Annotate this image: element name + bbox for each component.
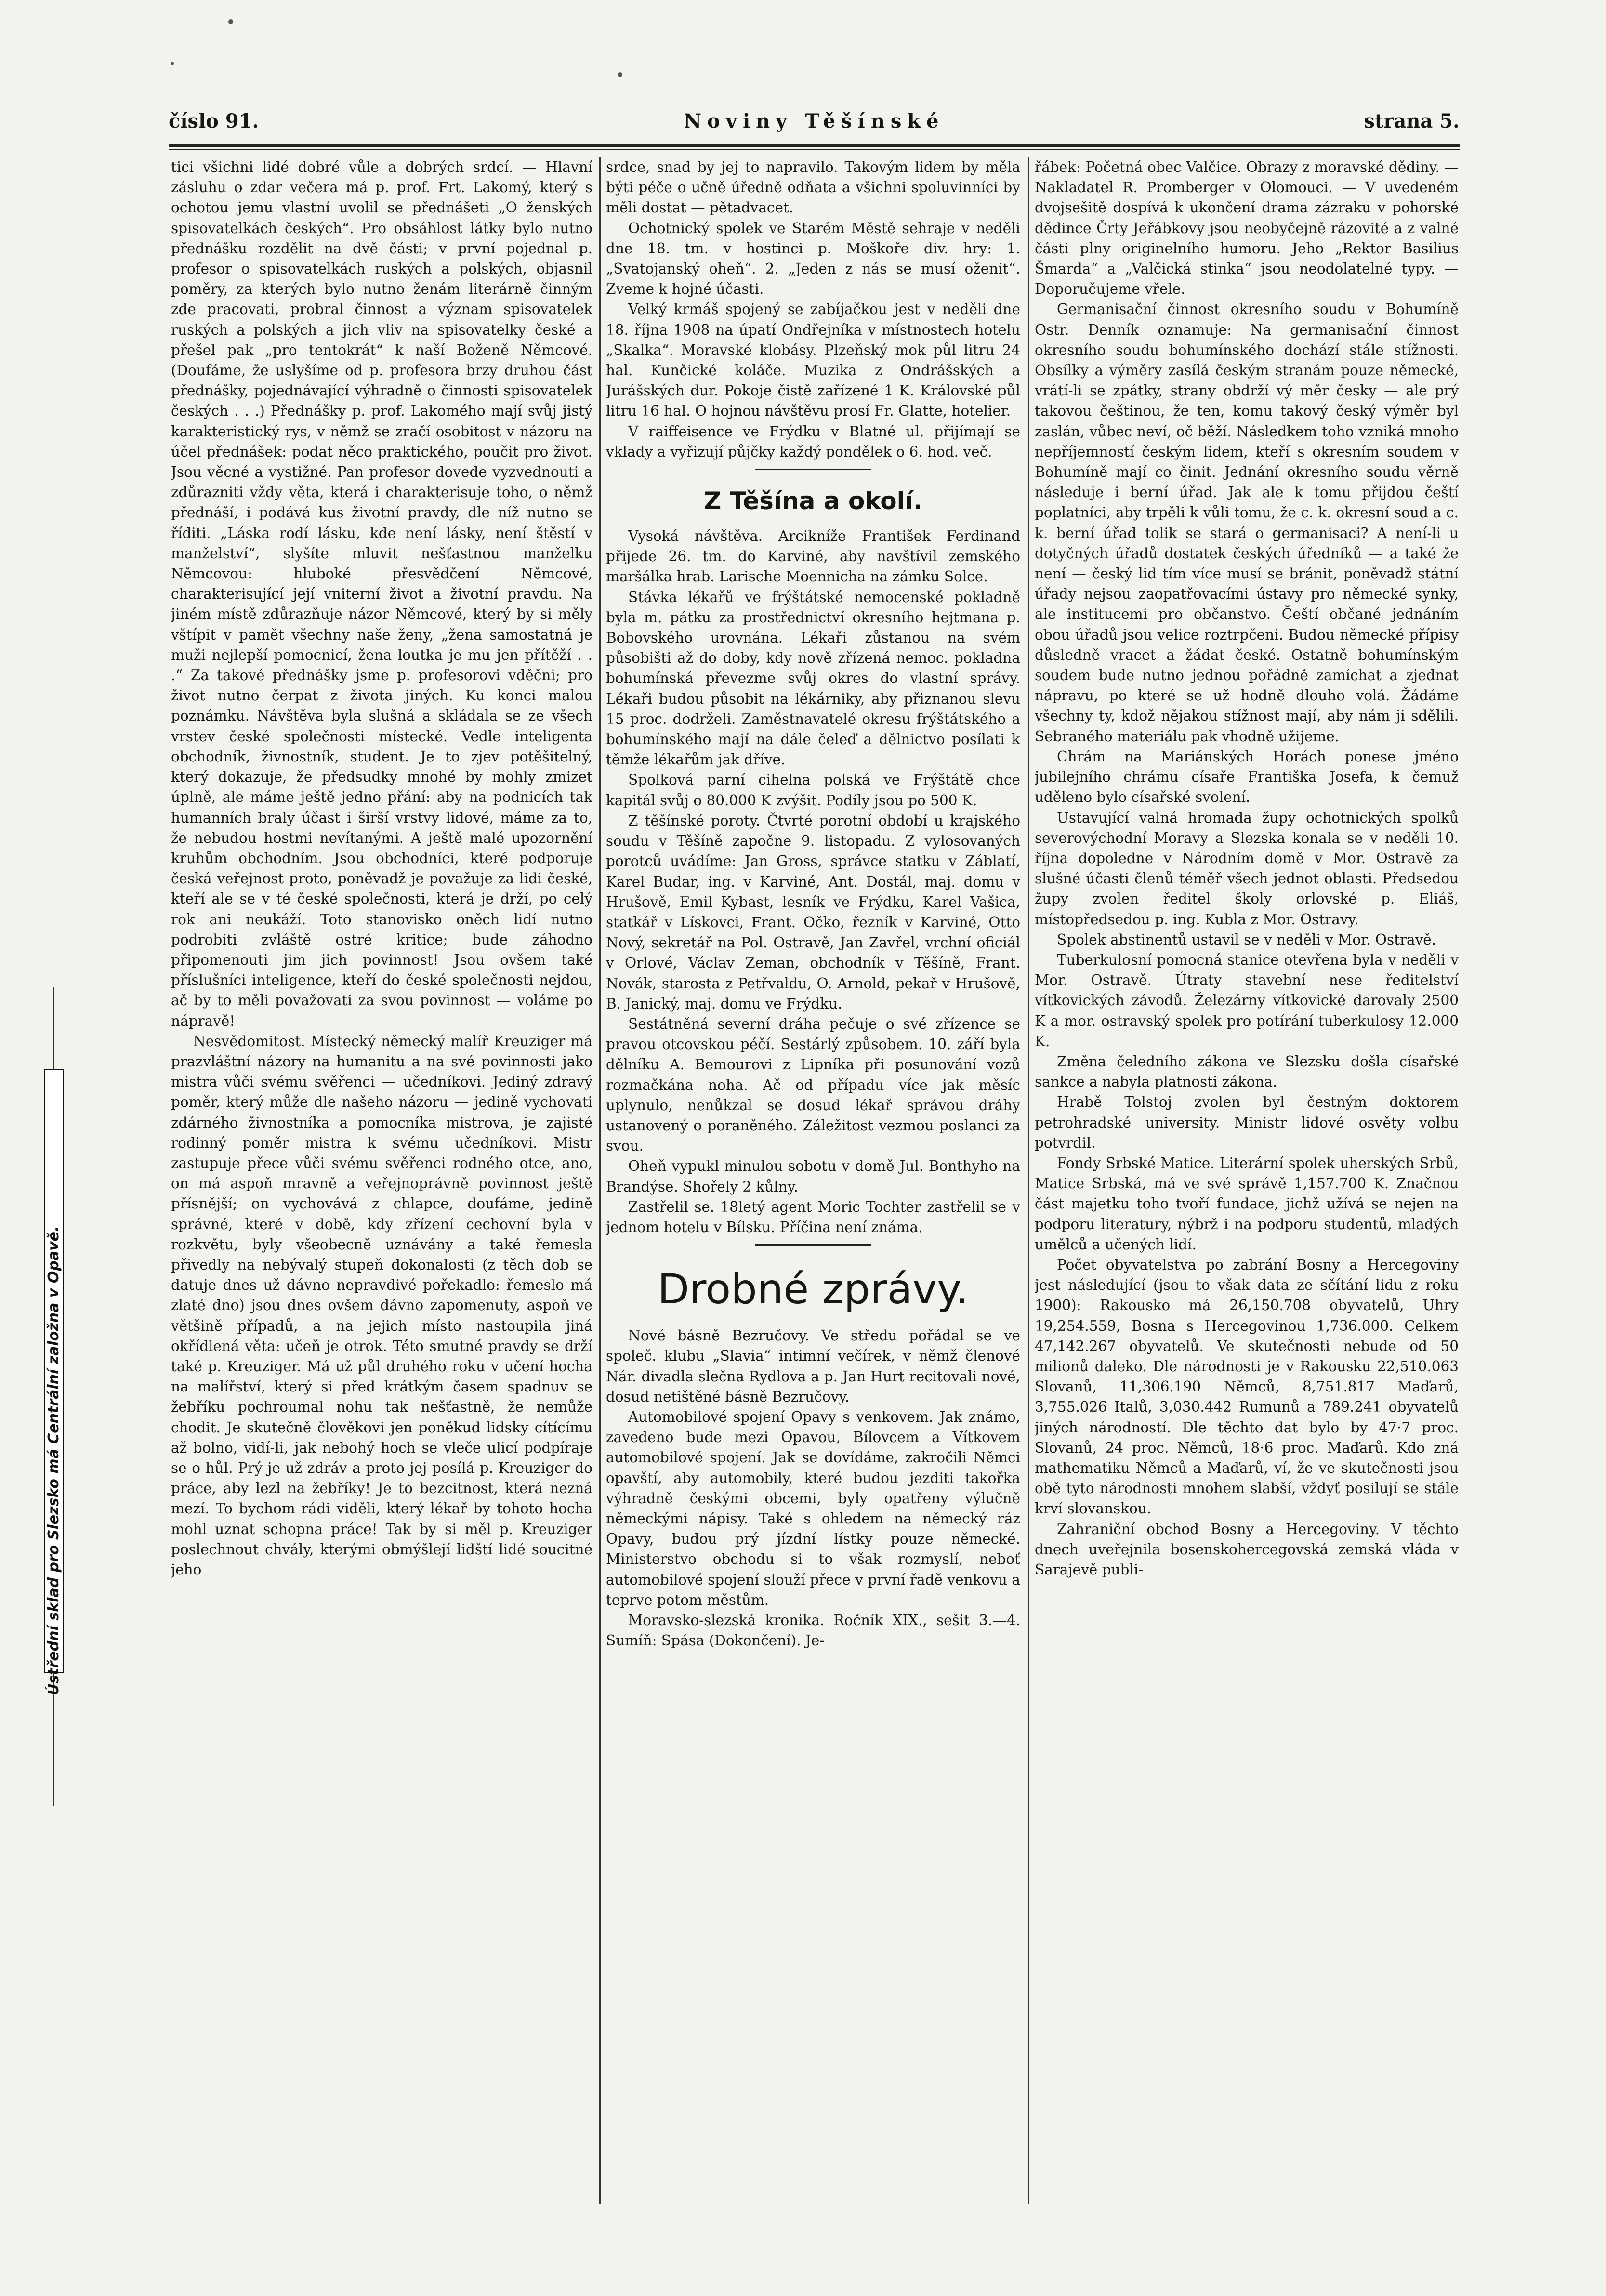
article-text: Z těšínské poroty. Čtvrté porotní období u krajského soudu v Těšíně započne 9. listopadu. Z vylosovaných porotců uvádíme: Jan Gross, správce statku v Záblatí, Karel Budar, ing. v Karviné, Ant. Dostál, maj. domu v Hrušově, Emil Kybast, lesník ve Frýdku, Karel Vašica, statkář v Lískovci, Frant. Očko, řezník v Karviné, Otto Nový, sekretář na Pol. Ostravě, Jan Zavřel, vrchní oficiál v Orlové, Václav Zeman, obchodník v Těšíně, Frant. Novák, starosta z Petřvaldu, O. Arnold, pekař v Hrušově, B. Janický, maj. domu ve Frýdku.: [606, 812, 1020, 1012]
article-text: Nesvědomitost. Místecký německý malíř Kreuziger má prazvláštní názory na humanitu a na své povinnosti jako mistra vůči svému svěřenci — učedníkovi. Jediný zdravý poměr, který může dle našeho názoru — jedině vychovati zdárného živnostníka a pomocníka mistrova, je zajisté rodinný poměr mistra k svému učedníkovi. Mistr zastupuje přece vůči svému svěřenci rodného otce, ano, on má aspoň mravně a veřejnoprávně povinnost ještě přísnější; on vychovává z chlapce, doufáme, jedině správné, které v době, kdy zřízení cechovní byla v rozkvětu, byly všeobecně uznávány a také řemesla přivedly na nebývalý stupeň dokonalosti (z těch dob se datuje dnes už dávno nepravdivé pořekadlo: řemeslo má zlaté dno) jsou dnes ovšem dávno zapomenuty, aspoň ve většině případů, a na jejich místo nastoupila jiná okřídlená věta: učeň je otrok. Této smutné pravdy se drží také p. Kreuziger. Má už půl druhého roku v učení hocha na malířství, který si před krátkým časem spadnuv se žebříku pochroumal nohu tak nešťastně, že nemůže chodit. Je skutečně člověkovi jen poněkud lidsky cítícímu až bolno, vidí-li, jak nebohý hoch se vleče ulicí podpíraje se o hůl. Prý je už zdráv a proto jej posílá p. Kreuziger do práce, aby lezl na žebříky! Je to bezcitnost, která nezná mezí. To bychom rádi viděli, který lékař by tohoto hocha mohl uznat schopna práce! Tak by si měl p. Kreuziger poslechnout chvály, kterými obmýšlejí lidští lidé soucitné jeho: [171, 1033, 592, 1578]
article-text: Vysoká návštěva. Arcikníže František Ferdinand přijede 26. tm. do Karviné, aby navštívil zemského maršálka hrab. Larische Moennicha na zámku Solce.: [606, 528, 1020, 585]
section-rule: [755, 469, 871, 470]
speck: [171, 62, 174, 65]
article-text: Velký krmáš spojený se zabíjačkou jest v neděli dne 18. října 1908 na úpatí Ondřejníka v místnostech hotelu „Skalka“. Moravské klobásy. Plzeňský mok půl litru 24 hal. Kunčické koláče. Muzika z Ondrášských a Jurášských dur. Pokoje čistě zařízené 1 K. Královské půl litru 16 hal. O hojnou návštěvu prosí Fr. Glatte, hotelier.: [606, 301, 1020, 420]
article-text: Moravsko-slezská kronika. Ročník XIX., sešit 3.—4. Sumíň: Spása (Dokončení). Je-: [606, 1612, 1020, 1649]
article-text: Změna čeledního zákona ve Slezsku došla císařské sankce a nabyla platnosti zákona.: [1035, 1053, 1459, 1090]
article-text: Počet obyvatelstva po zabrání Bosny a Hercegoviny jest následující (jsou to však data ze sčítání lidu z roku 1900): Rakousko má 26,150.708 obyvatelů, Uhry 19,254.559, Bosna s Hercegovinou 1,736.000. Celkem 47,142.267 obyvatelů. Ve skutečnosti nebude od 50 milionů daleko. Dle národnosti je v Rakousku 22,510.063 Slovanů, 11,306.190 Němců, 8,751.817 Maďarů, 3,755.026 Italů, 3,030.442 Rumunů a 789.241 obyvatelů jiných národností. Dle těchto dat bylo by 47·7 proc. Slovanů, 24 proc. Němců, 18·6 proc. Maďarů. Kdo zná mathematiku Němců a Maďarů, ví, že ve skutečnosti jsou obě tyto národnosti mnohem slabší, vždyť posilují se stále krví slovanskou.: [1035, 1256, 1459, 1517]
section-rule: [755, 1244, 871, 1246]
issue-number: číslo 91.: [169, 110, 259, 132]
section-heading-large: Drobné zprávy.: [657, 1265, 969, 1314]
article-text: Sestátněná severní dráha pečuje o své zřízence se pravou otcovskou péčí. Sestárlý způsobem. 10. září byla dělníku A. Bemourovi z Lipníka při posunování vozů rozmačkána noha. Ač od případu více jak měsíc uplynulo, nenůkzal se dosud lékař správou dráhy ustanovený o poraněného. Záležitost vezmou poslanci za svou.: [606, 1015, 1020, 1155]
article-text: Tuberkulosní pomocná stanice otevřena byla v neděli v Mor. Ostravě. Útraty stavební nese ředitelství vítkovických závodů. Železárny vítkovické darovaly 2500 K a mor. ostravský spolek pro potírání tuberkulosy 12.000 K.: [1035, 951, 1459, 1050]
article-text: Zahraniční obchod Bosny a Hercegoviny. V těchto dnech uveřejnila bosenskohercegovská zemská vláda v Sarajevě publi-: [1035, 1521, 1459, 1578]
speck: [618, 72, 622, 77]
article-text: Spolek abstinentů ustavil se v neděli v Mor. Ostravě.: [1057, 931, 1436, 948]
article-text: Ochotnický spolek ve Starém Městě sehraje v neděli dne 18. tm. v hostinci p. Moškoře div. hry: 1. „Svatojanský oheň“. 2. „Jeden z nás se musí oženit“. Zveme k hojné účasti.: [606, 220, 1020, 298]
speck: [228, 19, 233, 24]
article-text: V raiffeisence ve Frýdku v Blatné ul. přijímají se vklady a vyřizují půjčky každý pondělek o 6. hod. več.: [606, 423, 1020, 460]
newspaper-title: Noviny Těšínské: [684, 110, 945, 132]
article-text: Hrabě Tolstoj zvolen byl čestným doktorem petrohradské university. Ministr lidové osvěty volbu potvrdil.: [1035, 1094, 1459, 1151]
article-text: Fondy Srbské Matice. Literární spolek uherských Srbů, Matice Srbská, má ve své správě 1,157.700 K. Značnou část majetku toho tvoří fundace, jichž užívá se nejen na podporu literatury, nýbrž i na podporu studentů, mladých umělců a učených lidí.: [1035, 1155, 1459, 1253]
article-text: Germanisační činnost okresního soudu v Bohumíně Ostr. Denník oznamuje: Na germanisační činnost okresního soudu bohumínského dochází stále stížnosti. Obsílky a výměry zasílá českým stranám pouze německé, vrátí-li se zpátky, strany obdrží vý měr česky — ale prý takovou češtinou, že ten, komu takový český výměr byl zaslán, vůbec neví, oč běží. Následkem toho vzniká mnoho nepříjemností českým lidem, kteří s okresním soudem v Bohumíně mají co činit. Jednání okresního soudu věrně následuje i berní úřad. Jak ale k tomu přijdou čeští poplatníci, aby trpěli k vůli tomu, že c. k. okresní soud a c. k. berní úřad tolik se stará o germanisaci? A není-li u dotyčných úřadů dostatek českých úředníků — a také že není — český lid tím více musí se bránit, poněvadž státní úřady nejsou zaopatřovacími ústavy pro německé synky, ale institucemi pro občanstvo. Čeští občané jednáním obou úřadů jsou velice roztrpčeni. Budou německé přípisy důsledně vracet a žádat české. Ostatně bohumínským soudem bude nutno jednou pořádně zamíchat a zjednat nápravu, po které se už hodně dlouho volá. Žádáme všechny ty, kdož nějakou stížnost mají, aby nám ji sdělili. Sebraného materiálu pak vhodně užijeme.: [1035, 301, 1459, 745]
margin-stamp-text: Ústřední sklad pro Slezsko má Centrální založna v Opavě.: [45, 1226, 62, 1695]
column-divider: [1028, 157, 1029, 2204]
article-text: Oheň vypukl minulou sobotu v domě Jul. Bonthyho na Brandýse. Shořely 2 kůlny.: [606, 1158, 1020, 1195]
header-rule-thin: [169, 149, 1460, 150]
section-heading: Z Těšína a okolí.: [704, 487, 922, 515]
article-text: Zastřelil se. 18letý agent Moric Tochter zastřelil se v jednom hotelu v Bílsku. Příčina není známa.: [606, 1198, 1020, 1235]
article-text: Automobilové spojení Opavy s venkovem. Jak známo, zavedeno bude mezi Opavou, Bílovcem a Vítkovem automobilové spojení. Jak se dovídáme, zakročili Němci opavští, aby automobily, které budou jezditi takořka výhradně českými obcemi, byly opatřeny výlučně německými nápisy. Také s ohledem na německý ráz Opavy, budou prý jízdní lístky pouze německé. Ministerstvo obchodu si to však rozmyslí, neboť automobilové spojení slouží přece v první řadě venkovu a teprve potom městům.: [606, 1408, 1020, 1608]
header-rule: [169, 144, 1460, 147]
article-text: srdce, snad by jej to napravilo. Takovým lidem by měla býti péče o učně úředně odňata a všichni spoluvinníci by měli dostat — pětadvacet.: [606, 159, 1020, 216]
column-1: [171, 157, 592, 2185]
article-text: Nové básně Bezručovy. Ve středu pořádal se ve společ. klubu „Slavia“ intimní večírek, v němž členové Nár. divadla slečna Rydlova a p. Jan Hurt recitovali nové, dosud netištěné básně Bezručovy.: [606, 1327, 1020, 1405]
article-text: Stávka lékařů ve frýštátské nemocenské pokladně byla m. pátku za prostřednictví okresního hejtmana p. Bobovského urovnána. Lékaři zůstanou na svém působišti až do doby, kdy nově zřízená nemoc. pokladna bohumínská převezme svůj okres do vlastní správy. Lékaři budou působit na lékárniky, aby přiznanou slevu 15 proc. dodrželi. Zaměstnavatelé okresu frýštátského a bohumínského mají na dále čeleď a dělnictvo posílati k těmže lékařům jak dříve.: [606, 589, 1020, 768]
article-text: řábek: Početná obec Valčice. Obrazy z moravské dědiny. — Nakladatel R. Promberger v Olomouci. — V uvedeném dvojsešitě dospívá k ukončení drama zázraku v pohorské dědince Črty Jeřábkovy jsou neobyčejně rázovité a z valné části plny originelního humoru. Jeho „Rektor Basilius Šmarda“ a „Valčická stinka“ jsou neodolatelné typy. — Doporučujeme vřele.: [1035, 159, 1459, 298]
column-3: [1035, 157, 1459, 2185]
article-text: Spolková parní cihelna polská ve Frýštátě chce kapitál svůj o 80.000 K zvýšit. Podíly jsou po 500 K.: [606, 772, 1020, 809]
page-header: [169, 110, 1460, 139]
column-2: [606, 157, 1020, 2185]
article-text: tici všichni lidé dobré vůle a dobrých srdcí. — Hlavní zásluhu o zdar večera má p. prof. Frt. Lakomý, který s ochotou jemu vlastní uvolil se přednášeti „O ženských spisovatelkách českých“. Pro obsáhlost látky bylo nutno přednášku rozdělit na dvě části; v první pojednal p. profesor o spisovatelkách ruských a polských, objasnil poměry, za kterých bylo nutno ženám literárně činným zde pracovati, probral činnost a význam spisovatelek ruských a polských a jich vliv na spisovatelky české a přešel pak „pro tentokrát“ k naší Boženě Němcové. (Doufáme, že uslyšíme od p. profesora brzy druhou část přednášky, pojednávající výhradně o činnosti spisovatelek českých . . .) Přednášky p. prof. Lakomého mají svůj jistý karakteristický rys, v němž se zračí osobitost v názoru na účel přednášek: podat něco praktického, poučit pro život. Jsou věcné a vystižné. Pan profesor dovede vyzvednouti a zdůrazniti vždy věta, která i charakterisuje toho, o němž přednáší, i podává kus životní pravdy, dle níž nutno se říditi. „Láska rodí lásku, kde není lásky, není štěstí v manželství“, slyšíte mluvit nešťastnou manželku Němcovou: hluboké přesvědčení Němcové, charakterisující její vniterní život a životní pravdu. Na jiném místě zdůrazňuje názor Němcové, který by si měly vštípit v pamět všechny naše ženy, „žena samostatná je muži nejlepší pomocnicí, žena loutka je mu jen přítěží . . .“ Za takové přednášky jsme p. profesorovi vděčni; pro život nutno čerpat z života jiných. Ku konci malou poznámku. Návštěva byla slušná a skládala se ze všech vrstev české společnosti místecké. Vedle inteligenta obchodník, živnostník, student. Je to zjev potěšitelný, který dokazuje, že předsudky mnohé by mohly zmizet úplně, ale máme ještě jedno přání: aby na podnicích tak humanních braly účast i širší vrstvy lidové, máme za to, že nebudou hostmi nevítanými. A ještě malé upozornění kruhům obchodním. Jsou obchodníci, které podporuje česká veřejnost proto, poněvadž je považuje za lidi české, kteří ale se v té české společnosti, která je drží, po celý rok ani neukáží. Toto stanovisko oněch lidí nutno podrobiti zvláště ostré kritice; bude záhodno připomenouti jim jich povinnost! Jsou ovšem také příslušníci inteligence, kteří do české společnosti nejdou, ač by to měli považovati za svou povinnost — voláme po nápravě!: [171, 159, 592, 1029]
page-number: strana 5.: [1364, 110, 1460, 132]
article-text: Chrám na Mariánských Horách ponese jméno jubilejního chrámu císaře Františka Josefa, k čemuž uděleno bylo císařské svolení.: [1035, 748, 1459, 806]
article-text: Ustavující valná hromada župy ochotnických spolků severovýchodní Moravy a Slezska konala se v neděli 10. října dopoledne v Národním domě v Mor. Ostravě za slušné účasti členů téměř všech jednot oblasti. Předsedou župy zvolen ředitel školy orlovské p. Eliáš, místopředsedou p. ing. Kubla z Mor. Ostravy.: [1035, 809, 1459, 928]
column-divider: [599, 157, 601, 2204]
